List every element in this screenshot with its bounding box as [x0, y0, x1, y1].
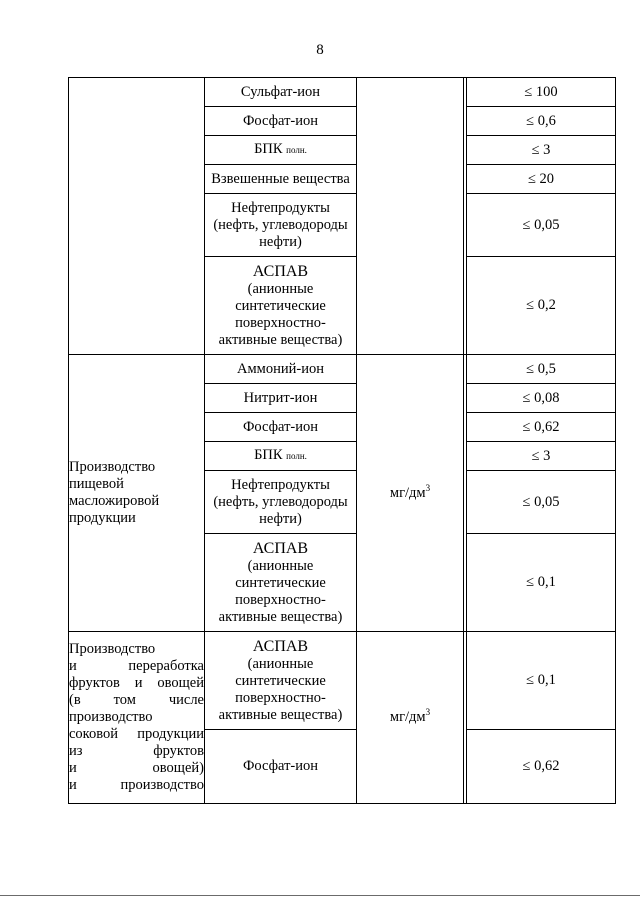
production-line: и производство	[69, 777, 204, 793]
substance-cell	[205, 257, 357, 355]
production-line: и переработка	[69, 658, 204, 674]
value-cell: ≤ 0,2	[467, 257, 616, 355]
production-line: фруктов и овощей	[69, 675, 204, 691]
production-line: и овощей)	[69, 760, 204, 776]
substance-line: активные вещества)	[218, 707, 343, 723]
substance-line: поверхностно-	[235, 592, 326, 608]
substance-line: синтетические	[235, 673, 326, 689]
substance-line: (анионные	[247, 558, 314, 574]
production-line: масложировой	[69, 493, 160, 509]
value-cell: ≤ 0,05	[467, 194, 616, 257]
value-cell: ≤ 0,5	[467, 355, 616, 384]
substance-cell: Нитрит-ион	[205, 384, 357, 413]
substance-cell	[205, 632, 357, 730]
production-cell	[69, 78, 205, 355]
substance-cell: Сульфат-ион	[205, 78, 357, 107]
scan-edge-line	[0, 895, 640, 896]
substance-cell: Взвешенные вещества	[205, 165, 357, 194]
substance-line: (нефть, углеводороды	[213, 216, 348, 233]
value-cell: ≤ 100	[467, 78, 616, 107]
substance-cell	[205, 136, 357, 165]
unit-cell	[357, 78, 464, 355]
value-cell: ≤ 0,6	[467, 107, 616, 136]
production-line: Производство	[69, 641, 156, 657]
substance-line: Нефтепродукты	[231, 199, 330, 216]
table-row	[69, 632, 616, 730]
substance-cell: Фосфат-ион	[205, 413, 357, 442]
substance-cell	[205, 471, 357, 534]
unit-cell	[357, 632, 464, 804]
unit-label: мг/дм	[389, 484, 426, 501]
unit-cell	[357, 355, 464, 632]
substance-cell	[205, 194, 357, 257]
value-cell: ≤ 0,1	[467, 534, 616, 632]
substance-line: активные вещества)	[218, 332, 343, 348]
substance-line: поверхностно-	[235, 315, 326, 331]
value-cell: ≤ 3	[467, 136, 616, 165]
substance-line: активные вещества)	[218, 609, 343, 625]
value-cell: ≤ 3	[467, 442, 616, 471]
page-number: 8	[316, 42, 324, 58]
unit-power: 3	[425, 707, 431, 718]
substance-cell	[205, 534, 357, 632]
value-cell: ≤ 0,62	[467, 730, 616, 804]
unit-power: 3	[425, 482, 431, 493]
table-row	[69, 78, 616, 107]
production-line: продукции	[69, 510, 136, 526]
substance-line: АСПАВ	[252, 263, 309, 280]
substance-subscript: полн.	[286, 451, 307, 461]
unit-label: мг/дм	[389, 709, 426, 725]
substance-line: Нефтепродукты	[231, 476, 330, 493]
substance-name: БПК	[254, 447, 283, 463]
substance-subscript: полн.	[286, 145, 307, 155]
production-cell	[69, 632, 205, 804]
production-line: пищевой	[69, 476, 124, 492]
substance-name: БПК	[254, 141, 283, 157]
substance-line: АСПАВ	[252, 540, 309, 557]
substance-line: нефти)	[259, 510, 302, 527]
production-line: соковой продукции	[69, 726, 204, 742]
value-cell: ≤ 0,05	[467, 471, 616, 534]
substance-cell	[205, 442, 357, 471]
substance-cell: Фосфат-ион	[205, 107, 357, 136]
production-cell	[69, 355, 205, 632]
value-cell: ≤ 0,08	[467, 384, 616, 413]
limits-table	[68, 77, 616, 804]
value-cell: ≤ 20	[467, 165, 616, 194]
substance-line: поверхностно-	[235, 690, 326, 706]
value-cell: ≤ 0,1	[467, 632, 616, 730]
substance-line: синтетические	[235, 298, 326, 314]
substance-line: синтетические	[235, 575, 326, 591]
production-line: из фруктов	[69, 743, 204, 759]
substance-cell: Аммоний-ион	[205, 355, 357, 384]
substance-line: (нефть, углеводороды	[213, 493, 348, 510]
substance-line: (анионные	[247, 281, 314, 297]
production-line: (в том числе	[69, 692, 204, 708]
production-line: производство	[69, 709, 153, 725]
substance-cell: Фосфат-ион	[205, 730, 357, 804]
value-cell: ≤ 0,62	[467, 413, 616, 442]
substance-line: (анионные	[247, 656, 314, 672]
table-row	[69, 355, 616, 384]
substance-line: АСПАВ	[252, 638, 309, 655]
substance-line: нефти)	[259, 233, 302, 250]
production-line: Производство	[69, 459, 156, 475]
